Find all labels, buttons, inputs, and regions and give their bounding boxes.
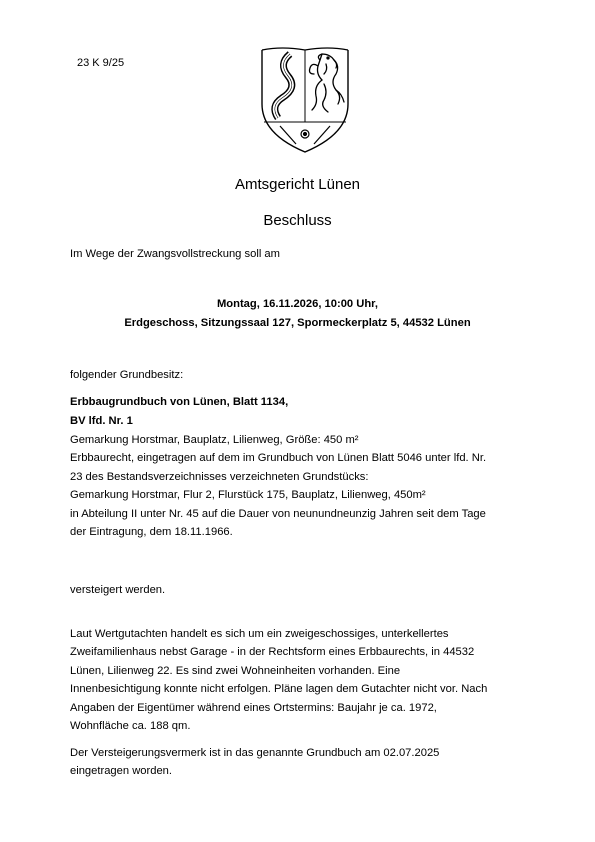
register-line: Gemarkung Horstmar, Flur 2, Flurstück 175, Bauplatz, Lilienweg, 450m² (70, 489, 426, 502)
register-line: in Abteilung II unter Nr. 45 auf die Dauer von neunundneunzig Jahren seit dem Tage (70, 507, 486, 520)
register-line: der Eintragung, dem 18.11.1966. (70, 526, 233, 539)
appointment-location: Erdgeschoss, Sitzungssaal 127, Spormeckerplatz 5, 44532 Lünen (124, 317, 471, 329)
register-line: Gemarkung Horstmar, Bauplatz, Lilienweg, Größe: 450 m² (70, 434, 359, 446)
nrw-coat-of-arms-icon (258, 44, 352, 156)
valuation-line: Angaben der Eigentümer während eines Ortstermins: Baujahr je ca. 1972, (70, 701, 437, 714)
register-subheading: BV lfd. Nr. 1 (70, 415, 133, 427)
valuation-line: Innenbesichtigung konnte nicht erfolgen. Pläne lagen dem Gutachter nicht vor. Nach (70, 683, 488, 696)
register-line: Erbbaurecht, eingetragen auf dem im Grundbuch von Lünen Blatt 5046 unter lfd. Nr. (70, 452, 487, 465)
file-number: 23 K 9/25 (77, 57, 125, 69)
auction-phrase: versteigert werden. (70, 584, 166, 596)
register-heading: Erbbaugrundbuch von Lünen, Blatt 1134, (70, 396, 289, 408)
note-paragraph (70, 744, 439, 781)
document-title: Beschluss (263, 212, 332, 229)
valuation-line: Lünen, Lilienweg 22. Es sind zwei Wohneinheiten vorhanden. Eine (70, 664, 401, 677)
court-name: Amtsgericht Lünen (234, 176, 361, 193)
register-details (70, 431, 486, 541)
valuation-line: Wohnfläche ca. 188 qm. (70, 720, 191, 733)
note-line: eingetragen worden. (70, 765, 173, 778)
note-line: Der Versteigerungsvermerk ist in das genannte Grundbuch am 02.07.2025 (70, 747, 440, 759)
valuation-line: Laut Wertgutachten handelt es sich um ein zweigeschossiges, unterkellertes (70, 628, 449, 640)
appointment-date: Montag, 16.11.2026, 10:00 Uhr, (216, 298, 379, 310)
valuation-line: Zweifamilienhaus nebst Garage - in der Rechtsform eines Erbbaurechts, in 44532 (70, 646, 475, 659)
valuation-paragraph (70, 625, 487, 735)
register-line: 23 des Bestandsverzeichnisses verzeichneten Grundstücks: (70, 470, 369, 483)
property-intro: folgender Grundbesitz: (70, 369, 184, 381)
intro-text: Im Wege der Zwangsvollstreckung soll am (70, 248, 280, 260)
